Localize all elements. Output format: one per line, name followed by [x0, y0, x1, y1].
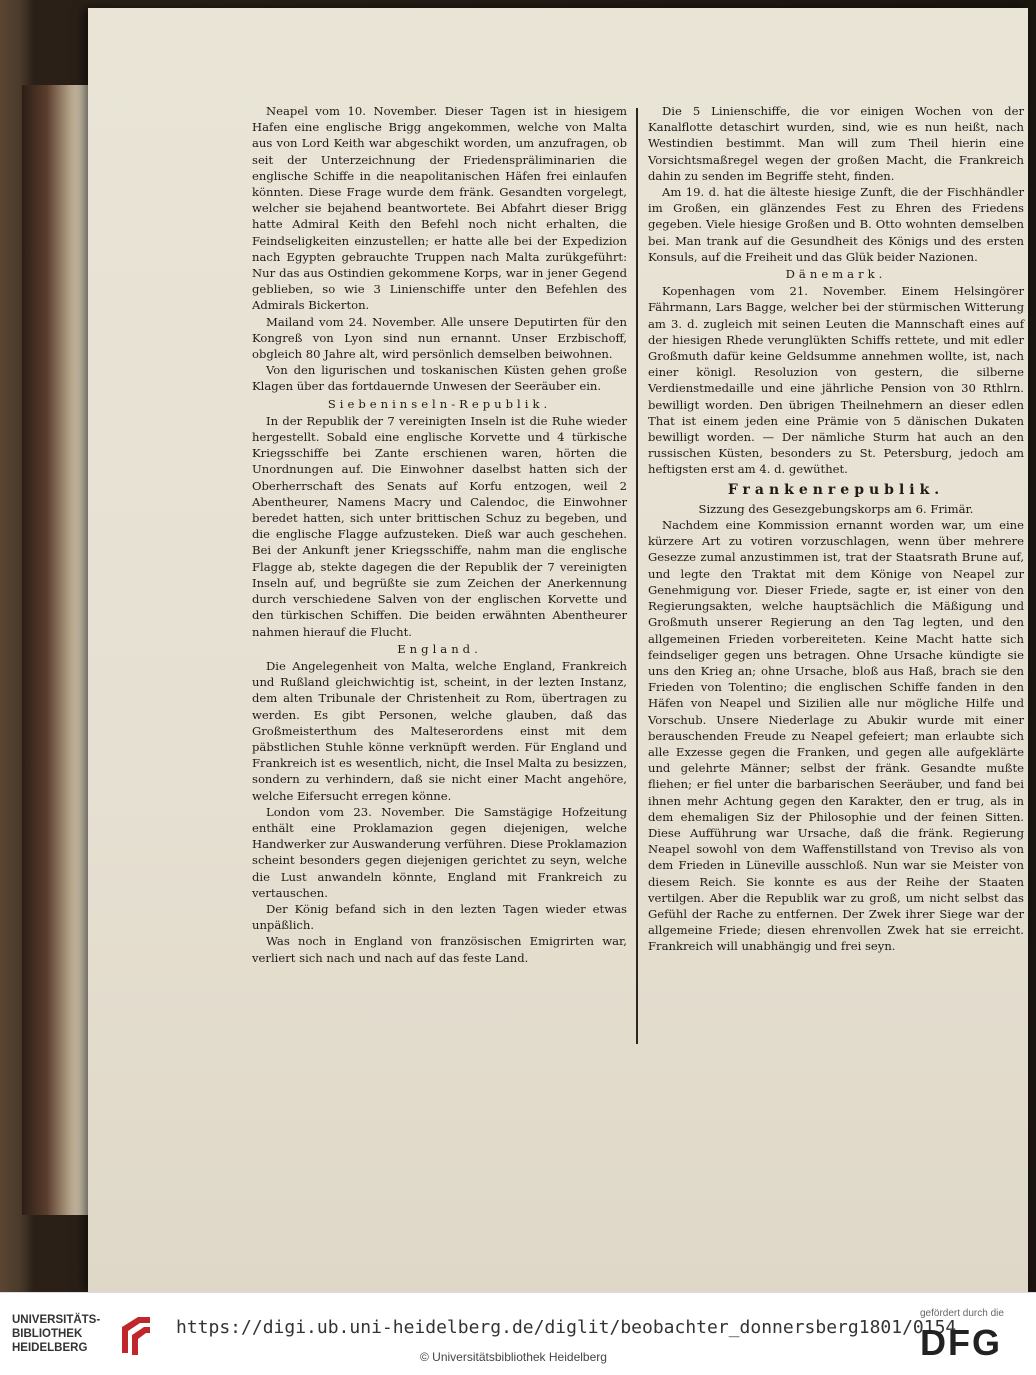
section-heading: Siebeninseln-Republik.	[327, 396, 552, 411]
logo-line-3: HEIDELBERG	[12, 1342, 88, 1354]
article-paragraph: Neapel vom 10. November. Dieser Tagen ist in hiesigem Hafen eine englische Brigg angekommen, welche von Malta aus von Lord Keith war abgeschikt worden, um anzufragen, ob seit der Unterzeichnung der Friedenspräliminarien die englische Schiffe in die neapolitanischen Häfen frei einlaufen könnten. Diese Frage wurde dem fränk. Gesandten vorgelegt, welcher sie bejahend beantwortete. Bei Abfahrt dieser Brigg hatte Admiral Keith den Befehl noch nicht erhalten, die Feindseligkeiten einzustellen; er hatte alle bei der Expedizion nach Egypten gebrauchte Truppen nach Malta zurükgeführt: Nur das aus Ostindien gekommene Korps, war in jener Gegend geblieben, so wie 3 Linienschiffe unter den Befehlen des Admirals Bickerton.	[252, 104, 627, 313]
section-heading: Dänemark.	[785, 267, 887, 282]
library-logo[interactable]	[12, 1313, 162, 1361]
logo-line-2: BIBLIOTHEK	[12, 1328, 83, 1340]
section-heading: Sizzung des Gesezgebungskorps am 6. Frimär.	[698, 501, 974, 516]
article-paragraph: Nachdem eine Kommission ernannt worden war, um eine kürzere Art zu votiren vorzuschlagen, wenn über mehrere Gesezze zumal anzustimmen ist, trat der Staatsrath Brune auf, und legte den Traktat mit dem Könige von Neapel zur Genehmigung vor. Dieser Friede, sagte er, ist einer von den Regierungsakten, welche hauptsächlich die Mäßigung und Großmuth unserer Regierung an den Tag legten, und den allgemeinen Frieden vorbereiteten. Keine Macht hatte sich feindseliger gegen uns betragen. Ohne Ursache kündigte sie uns den Krieg an; ohne Ursache, bloß aus Haß, brach sie den Frieden von Tolentino; die englischen Schiffe fanden in den Häfen von Neapel und Sizilien alle nur mögliche Hilfe und Vorschub. Unsere Niederlage zu Abukir wurde mit einer berauschenden Freude zu Neapel gefeiert; man erlaubte sich alle Exzesse gegen die Franken, und gegen alle aufgeklärte und gelehrte Männer; selbst der fränk. Gesandte mußte fliehen; er fiel unter die barbarischen Seeräuber, und fand bei ihnen mehr Achtung gegen den Karakter, den er trug, als in dem ehemaligen Siz der Philosophie und der feinen Sitten. Diese Aufführung war Ursache, daß die fränk. Regierung Neapel sowohl von dem Waffenstillstand von Treviso als von dem Frieden in Lüneville ausschloß. Nun war sie Meister von diesem Reich. Sie konnte es aus der Reihe der Staaten vertilgen. Aber die Republik war zu groß, um nicht selbst das Gefühl der Rache zu entfernen. Der Zwek ihrer Siege war der allgemeine Friede; diesen ehrenvollen Zwek hat sie erreicht. Frankreich will unabhängig und frei seyn.	[648, 518, 1024, 954]
permalink-url[interactable]: https://digi.ub.uni-heidelberg.de/diglit/beobachter_donnersberg1801/0154	[176, 1317, 957, 1338]
logo-line-1: UNIVERSITÄTS-	[12, 1314, 101, 1326]
article-paragraph: Was noch in England von französischen Emigrirten war, verliert sich nach und nach auf das feste Land.	[252, 934, 627, 965]
article-paragraph: In der Republik der 7 vereinigten Inseln ist die Ruhe wieder hergestellt. Sobald eine englische Korvette und 4 türkische Kriegsschiffe bei Zante erschienen waren, hörten die Unordnungen auf. Die Einwohner daselbst hatten sich der Oberherrschaft des Senats auf Korfu entzogen, weil 2 Abentheurer, Namens Macry und Calendoc, die Einwohner beredet hatten, sich unter brittischen Schuz zu begeben, und die englische Flagge aufzusteken. Dieß war auch geschehen. Bei der Ankunft jener Kriegsschiffe, nahm man die englische Flagge ab, stekte dagegen die der Republik der 7 vereinigten Inseln auf, und begrüßte sie zum Zeichen der Anerkennung durch verschiedene Salven von der englischen Korvette und den türkischen Schiffen. Die beiden erwähnten Abentheurer nahmen hierauf die Flucht.	[252, 413, 627, 639]
article-paragraph: Die Angelegenheit von Malta, welche England, Frankreich und Rußland gleichwichtig ist, scheint, in der lezten Instanz, dem alten Tribunale der Christenheit zu Rom, übertragen zu werden. Es gibt Personen, welche glauben, daß das Großmeisterthum des Malteserordens einst mit dem päbstlichen Stuhle könne verknüpft werden. Für England und Frankreich ist es wesentlich, nicht, die Insel Malta zu besizzen, sondern zu verhindern, daß sie nicht einer Macht angehöre, welche Eifersucht erregen könne.	[252, 658, 627, 803]
column-rule	[636, 108, 638, 1044]
page-edge	[22, 85, 92, 1215]
article-paragraph: Am 19. d. hat die älteste hiesige Zunft, die der Fischhändler im Großen, ein glänzendes Fest zu Ehren des Friedens gegeben. Viele hiesige Großen und B. Otto wohnten demselben bei. Man trank auf die Gesundheit des Königs und des ersten Konsuls, auf die Freiheit und das Glük beider Nazionen.	[648, 185, 1024, 264]
dfg-logo[interactable]: DFG	[920, 1322, 1002, 1363]
article-paragraph: Mailand vom 24. November. Alle unsere Deputirten für den Kongreß von Lyon sind nun ernannt. Unser Erzbischoff, obgleich 80 Jahre alt, wird persönlich demselben beiwohnen.	[252, 314, 627, 362]
section-heading: England.	[397, 641, 482, 656]
copyright-notice: © Universitätsbibliothek Heidelberg	[420, 1350, 607, 1364]
article-paragraph: Der König befand sich in den lezten Tagen wieder etwas unpäßlich.	[252, 901, 627, 933]
article-paragraph: London vom 23. November. Die Samstägige Hofzeitung enthält eine Proklamazion gegen diejenigen, welche Handwerker zur Auswanderung verführen. Diese Proklamazion scheint besonders gegen diejenigen gerichtet zu seyn, welche die Lust anwandeln könnte, England mit Frankreich zu vertauschen.	[252, 804, 627, 900]
right-column	[648, 103, 1024, 955]
section-heading: Frankenrepublik.	[727, 481, 945, 498]
library-emblem-icon	[116, 1313, 156, 1359]
left-column	[252, 103, 627, 966]
article-paragraph: Von den ligurischen und toskanischen Küsten gehen große Klagen über das fortdauernde Unwesen der Seeräuber ein.	[252, 363, 627, 394]
funded-by-label: gefördert durch die	[920, 1308, 1004, 1319]
article-paragraph: Die 5 Linienschiffe, die vor einigen Wochen von der Kanalflotte detaschirt wurden, sind, wie es nun heißt, nach Westindien bestimmt. Man will zum Theil hierin eine Vorsichtsmaßregel wegen der großen Macht, die Frankreich dahin zu senden im Begriffe steht, finden.	[648, 104, 1024, 183]
article-paragraph: Kopenhagen vom 21. November. Einem Helsingörer Fährmann, Lars Bagge, welcher bei der stürmischen Witterung am 3. d. zugleich mit seinen Leuten die Mannschaft eines auf der hiesigen Rhede verunglükten Schiffs rettete, und mit edler Großmuth dafür keine Geldsumme annehmen wollte, ist, nach einer königl. Resoluzion von gestern, die silberne Verdienstmedaille und eine jährliche Pension von 30 Rthlrn. bewilligt worden. Den übrigen Theilnehmern an dieser edlen That ist einem jeden eine Prämie von 5 dänischen Dukaten bewilligt worden. — Der nämliche Sturm hat auch an den russischen Küsten, besonders zu St. Petersburg, jedoch am heftigsten erst am 4. d. gewüthet.	[648, 284, 1024, 477]
